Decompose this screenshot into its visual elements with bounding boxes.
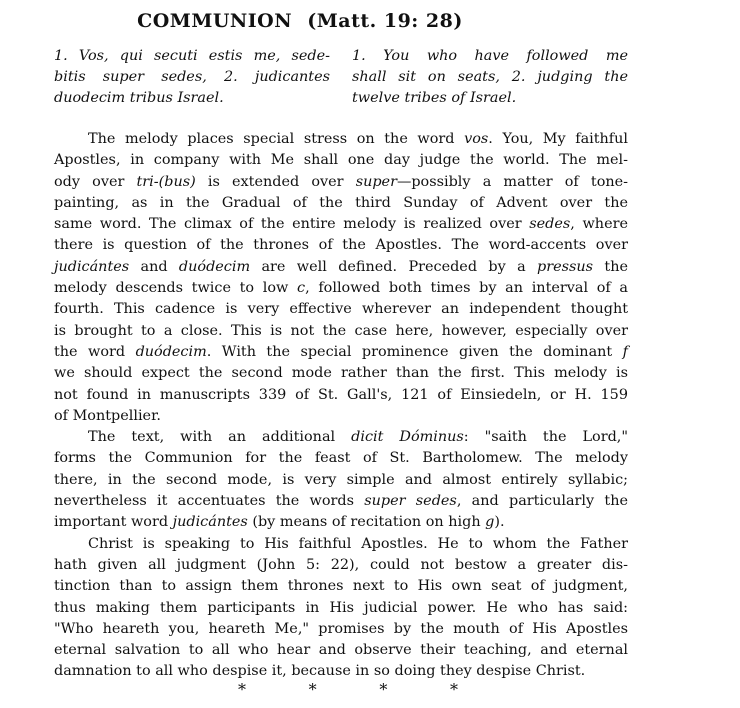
text-segment: the word [54,343,136,360]
commentary-line [54,555,628,576]
asterisk-mark: * [238,680,246,699]
commentary-line [54,363,628,384]
latin-text-line: 1. Vos, qui secuti estis me, sede- [54,48,330,64]
commentary-line [54,214,628,235]
commentary-line [54,257,628,278]
heading-title: COMMUNION [137,10,293,32]
commentary-line [54,598,628,619]
italic-term: duódecim [135,343,207,360]
commentary-line [54,150,628,171]
text-segment: "Who heareth you, heareth Me," promises by the mouth of His Apostles [54,620,628,637]
text-segment: (by means of recitation on high [247,514,486,531]
text-segment: Christ is speaking to His faithful Apostles. He to whom the Father [88,535,628,552]
text-segment: thus making them participants in His judicial power. He who has said: [54,599,628,616]
italic-term: c [297,280,306,297]
italic-term: judicántes [54,258,130,275]
text-segment: , and particularly the [456,493,628,510]
text-segment: is extended over [195,173,356,190]
text-segment: melody descends twice to low [54,280,298,297]
commentary-line [54,278,628,299]
text-segment: . With the special prominence given the dominant [206,343,623,360]
commentary-body [54,129,628,683]
text-segment: , where [570,216,628,233]
italic-term: judicántes [172,514,248,531]
text-segment: The text, with an additional [88,429,352,446]
italic-term: sedes [529,216,571,233]
commentary-line [54,193,628,214]
heading-reference: (Matt. 19: 28) [307,10,463,32]
text-segment: —possibly a matter of tone- [396,173,629,190]
commentary-line [54,385,628,406]
italic-term: tri-(bus) [136,173,196,190]
text-segment: we should expect the second mode rather than the first. This melody is [54,365,628,382]
text-segment: eternal salvation to all who hear and observe their teaching, and eternal [54,642,628,659]
italic-term: super [355,173,397,190]
text-segment: there is question of the thrones of the Apostles. The word-accents over [54,237,628,254]
italic-term: pressus [537,258,594,275]
section-break [238,680,458,699]
text-segment: the [593,258,628,275]
commentary-line [54,491,628,512]
text-segment: there, in the second mode, is very simple and almost entirely syllabic; [54,471,628,488]
english-text-line: twelve tribes of Israel. [352,90,517,106]
text-segment: of Montpellier. [54,407,161,424]
commentary-line [54,640,628,661]
asterisk-mark: * [379,680,388,699]
english-text-line: shall sit on seats, 2. judging the [352,69,628,85]
text-segment: painting, as in the Gradual of the third Sunday of Advent over the [54,194,628,211]
text-segment: nevertheless it accentuates the words [54,493,365,510]
italic-term: g [485,514,495,531]
text-segment: , followed both times by an interval of a [305,280,628,297]
latin-text-line: bitis super sedes, 2. judicantes [54,69,330,85]
italic-term: duódecim [178,258,251,275]
english-text-line: 1. You who have followed me [352,48,628,64]
text-segment: not found in manuscripts 339 of St. Gall's, 121 of Einsiedeln, or H. 159 [54,386,628,403]
english-translation-column [352,46,628,109]
text-segment: fourth. This cadence is very effective wherever an independent thought [54,301,628,318]
text-segment: ody over [54,173,137,190]
text-segment: is brought to a close. This is not the case here, however, especially over [54,322,628,339]
text-segment: are well defined. Preceded by a [250,258,538,275]
commentary-line [54,619,628,640]
text-segment: same word. The climax of the entire melody is realized over [54,216,530,233]
commentary-line [54,406,628,427]
commentary-line [54,321,628,342]
commentary-line [54,470,628,491]
text-segment: and [129,258,179,275]
asterisk-mark: * [308,680,317,699]
text-segment: . You, My faithful [488,131,628,147]
text-segment: damnation to all who despise it, because in so doing they despise Christ. [54,663,586,680]
commentary-line [54,235,628,256]
section-heading [0,10,600,32]
text-segment: tinction than to assign them thrones next to His own seat of judgment, [54,578,628,595]
commentary-line [54,576,628,597]
latin-text-line: duodecim tribus Israel. [54,90,224,106]
latin-text-column [54,46,330,109]
commentary-line [54,448,628,469]
commentary-line [54,342,628,363]
commentary-line [54,427,628,448]
asterisk-mark: * [449,680,458,699]
text-segment: forms the Communion for the feast of St. Bartholomew. The melody [54,450,628,467]
text-segment: The melody places special stress on the word [88,131,465,147]
text-segment: hath given all judgment (John 5: 22), could not bestow a greater dis- [54,556,628,573]
commentary-line [54,534,628,555]
italic-term: f [622,343,628,360]
text-segment: Apostles, in company with Me shall one day judge the world. The mel- [54,152,628,169]
commentary-line [54,129,628,150]
italic-term: dicit Dóminus [351,429,464,446]
text-segment: important word [54,514,173,531]
commentary-line [54,299,628,320]
commentary-line [54,172,628,193]
text-segment: : "saith the Lord," [463,429,628,446]
italic-term: super sedes [364,493,457,510]
commentary-line [54,512,628,533]
text-segment: ). [494,514,505,531]
italic-term: vos [464,131,489,147]
